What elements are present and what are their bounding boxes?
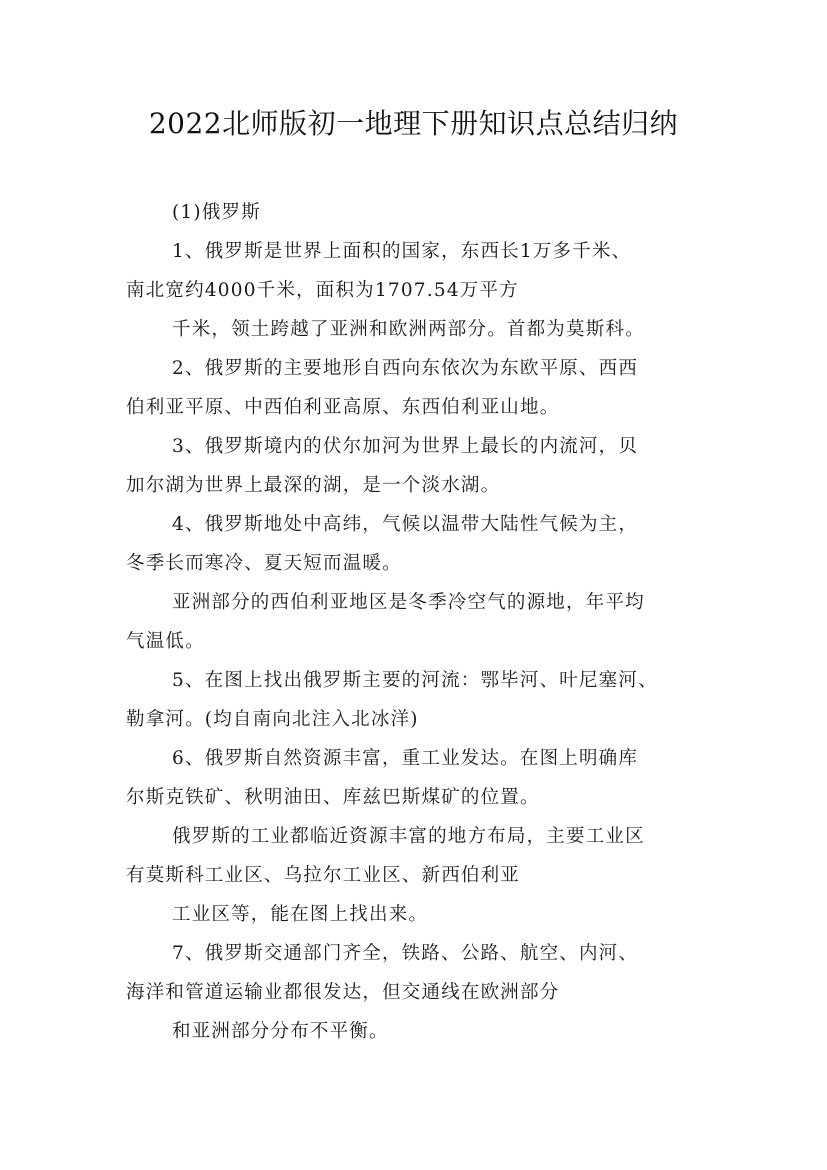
paragraph-line: 尔斯克铁矿、秋明油田、库兹巴斯煤矿的位置。 bbox=[126, 787, 540, 808]
paragraph-line: 工业区等，能在图上找出来。 bbox=[172, 904, 429, 925]
paragraph-line: 6、俄罗斯自然资源丰富，重工业发达。在图上明确库 bbox=[172, 748, 639, 769]
paragraph-line: 伯利亚平原、中西伯利亚高原、东西伯利亚山地。 bbox=[126, 397, 560, 418]
paragraph-line: 海洋和管道运输业都很发达，但交通线在欧洲部分 bbox=[126, 982, 560, 1003]
paragraph-line: 加尔湖为世界上最深的湖，是一个淡水湖。 bbox=[126, 475, 501, 496]
paragraph-line: 千米，领土跨越了亚洲和欧洲两部分。首都为莫斯科。 bbox=[172, 319, 645, 340]
paragraph-line: 亚洲部分的西伯利亚地区是冬季冷空气的源地，年平均 bbox=[172, 592, 645, 613]
paragraph-line: 1、俄罗斯是世界上面积的国家，东西长1万多千米、 bbox=[172, 241, 632, 262]
paragraph-line: 勒拿河。(均自南向北注入北冰洋) bbox=[126, 709, 419, 730]
paragraph-line: 有莫斯科工业区、乌拉尔工业区、新西伯利亚 bbox=[126, 865, 521, 886]
paragraph-line: 3、俄罗斯境内的伏尔加河为世界上最长的内流河，贝 bbox=[172, 436, 639, 457]
paragraph-line: 7、俄罗斯交通部门齐全，铁路、公路、航空、内河、 bbox=[172, 943, 639, 964]
paragraph-line: 5、在图上找出俄罗斯主要的河流：鄂毕河、叶尼塞河、 bbox=[172, 670, 658, 691]
paragraph-line: 4、俄罗斯地处中高纬，气候以温带大陆性气候为主， bbox=[172, 514, 639, 535]
paragraph-line: 气温低。 bbox=[126, 631, 205, 652]
paragraph-line: 冬季长而寒冷、夏天短而温暖。 bbox=[126, 553, 402, 574]
paragraph-line: 和亚洲部分分布不平衡。 bbox=[172, 1021, 389, 1042]
paragraph-line: 2、俄罗斯的主要地形自西向东依次为东欧平原、西西 bbox=[172, 358, 639, 379]
paragraph-line: 俄罗斯的工业都临近资源丰富的地方布局，主要工业区 bbox=[172, 826, 645, 847]
section-heading: (1)俄罗斯 bbox=[172, 202, 261, 223]
document-title: 2022北师版初一地理下册知识点总结归纳 bbox=[148, 107, 679, 140]
paragraph-line: 南北宽约4000千米，面积为1707.54万平方 bbox=[126, 280, 519, 301]
